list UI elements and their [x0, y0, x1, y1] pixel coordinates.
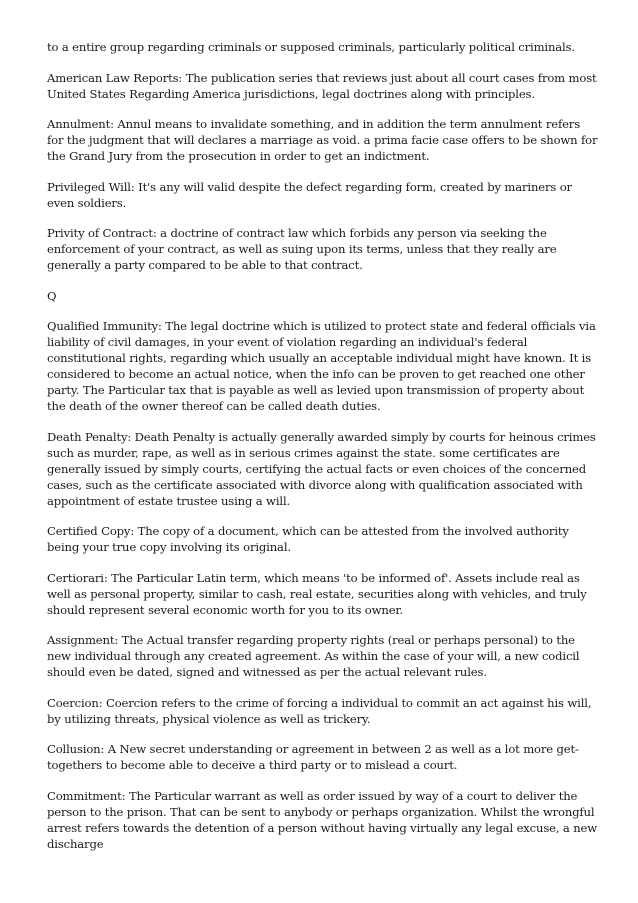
- paragraph-coercion: Coercion: Coercion refers to the crime of forcing a individual to commit an act against his will, by utilizing threats, physical violence as well as trickery.: [47, 695, 592, 726]
- paragraph-annulment: Annulment: Annul means to invalidate something, and in addition the term annulment refers for the judgment that will declares a marriage as void. a prima facie case offers to be shown for the Grand Jury from the prosecution in order to get an indictment.: [47, 117, 598, 163]
- paragraph-death-penalty: Death Penalty: Death Penalty is actually generally awarded simply by courts for heinous crimes such as murder, rape, as well as in serious crimes against the state. some certificates are generally issued by simply courts, certifying the actual facts or even choices of the concerned cases, such as the certificate associated with divorce along with qualification associated with appointment of estate trustee using a will.: [47, 429, 596, 508]
- paragraph-collusion: Collusion: A New secret understanding or agreement in between 2 as well as a lot more get-togethers to become able to deceive a third party or to mislead a court.: [47, 742, 579, 772]
- paragraph-privileged-will: Privileged Will: It's any will valid despite the defect regarding form, created by mariners or even soldiers.: [47, 179, 572, 210]
- paragraph-assignment: Assignment: The Actual transfer regarding property rights (real or perhaps personal) to the new individual through any created agreement. As within the case of your will, a new codicil should even be dated, signed and witnessed as per the actual relevant rules.: [47, 633, 580, 679]
- paragraph-american-law-reports: American Law Reports: The publication series that reviews just about all court cases from most United States Regarding America jurisdictions, legal doctrines along with principles.: [47, 70, 597, 101]
- paragraph-privity-of-contract: Privity of Contract: a doctrine of contract law which forbids any person via seeking the enforcement of your contract, as well as suing upon its terms, unless that they really are generally a party compared to be able to that contract.: [47, 226, 557, 272]
- paragraph-certiorari: Certiorari: The Particular Latin term, which means 'to be informed of'. Assets include real as well as personal property, similar to cash, real estate, securities along with vehicles, and truly should represent several economic worth for you to its owner.: [47, 570, 587, 617]
- section-letter-q: Q: [47, 288, 57, 303]
- paragraph-qualified-immunity: Qualified Immunity: The legal doctrine which is utilized to protect state and federal officials via liability of civil damages, in your event of violation regarding an individual's federal constitutional rights, regarding which usually an acceptable individual might have known. It is considered to become an actual notice, when the info can be proven to get reached one other party. The Particular tax that is payable as well as levied upon transmission of property about the death of the owner thereof can be called death duties.: [47, 319, 596, 413]
- paragraph-certified-copy: Certified Copy: The copy of a document, which can be attested from the involved authority being your true copy involving its original.: [47, 524, 569, 554]
- paragraph-commitment: Commitment: The Particular warrant as well as order issued by way of a court to deliver the person to the prison. That can be sent to anybody or perhaps organization. Whilst the wrongful arrest refers towards the detention of a person without having virtually any legal excuse, a new discharge: [47, 788, 598, 851]
- paragraph-group-criminals: to a entire group regarding criminals or supposed criminals, particularly political criminals.: [47, 40, 575, 54]
